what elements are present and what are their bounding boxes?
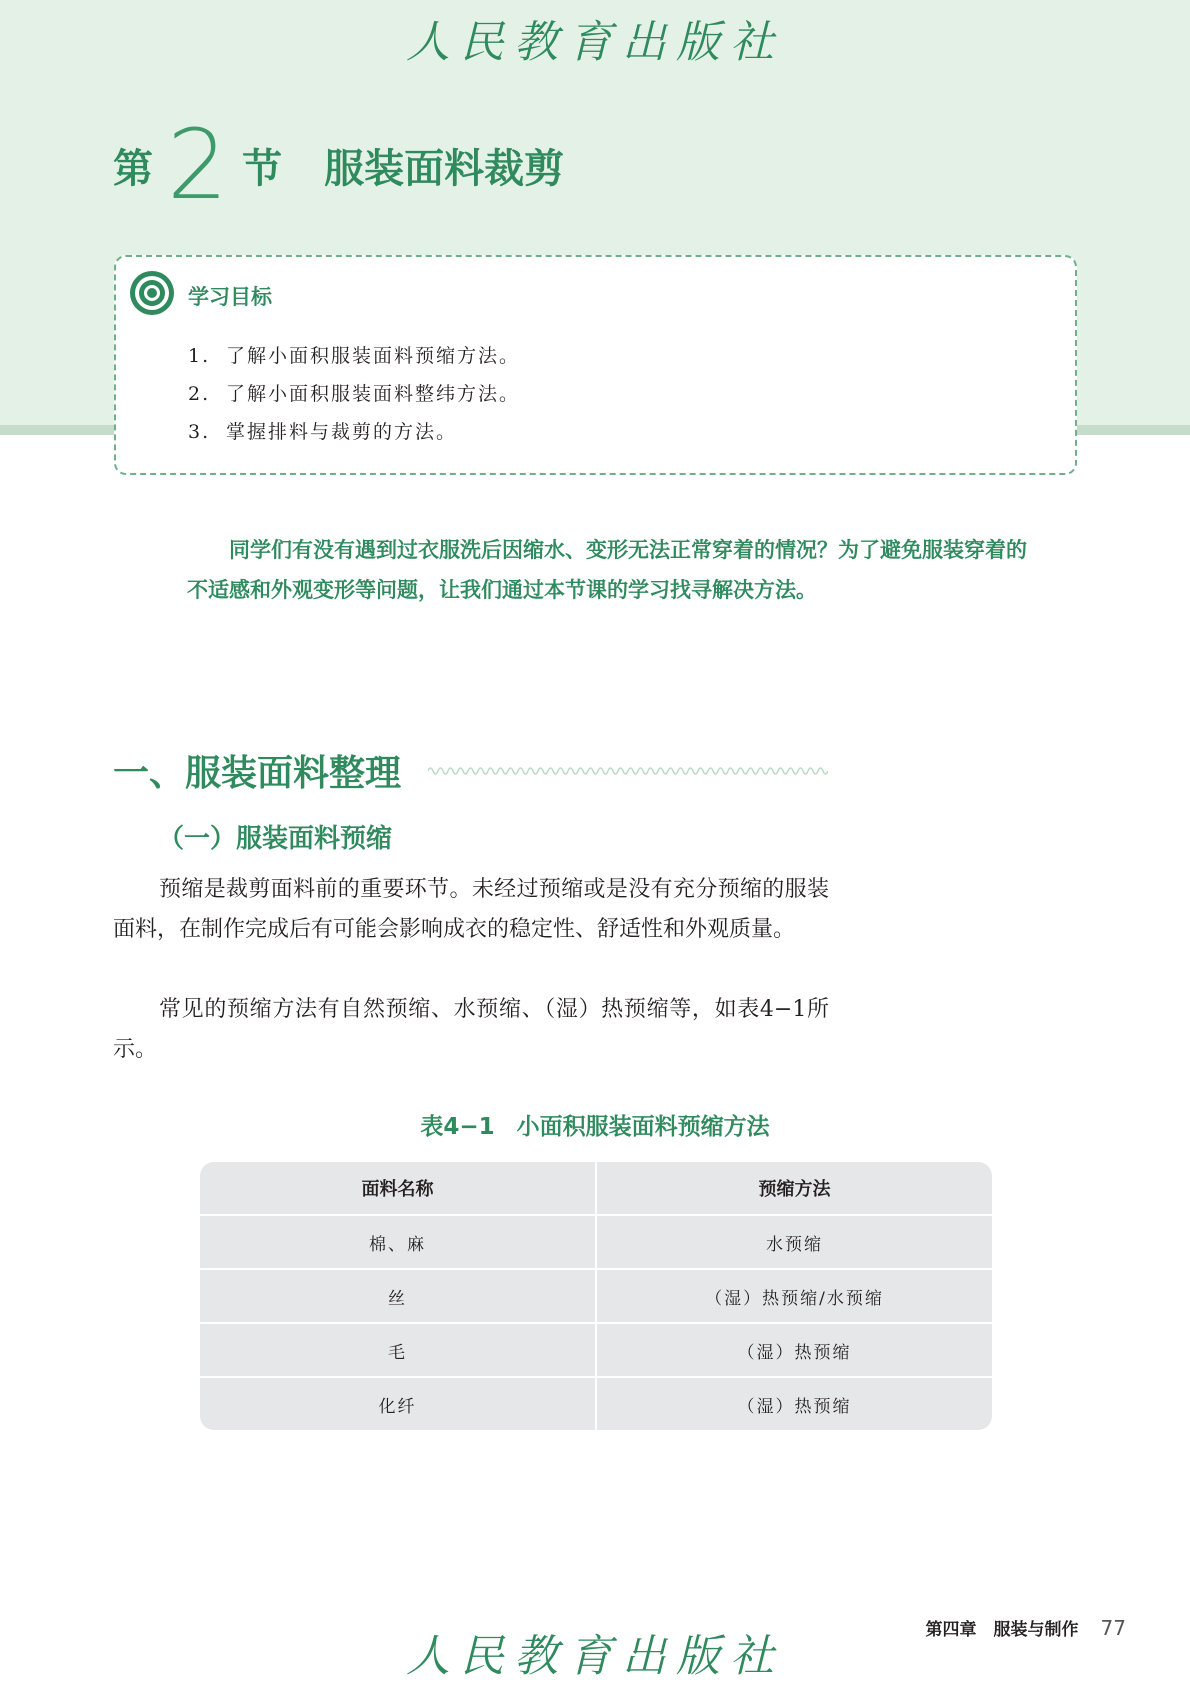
table-cell: 毛 bbox=[200, 1324, 597, 1376]
table-row bbox=[200, 1270, 992, 1324]
body-paragraph: 预缩是裁剪面料前的重要环节。未经过预缩或是没有充分预缩的服装面料，在制作完成后有可能会影响成衣的稳定性、舒适性和外观质量。 bbox=[113, 877, 829, 942]
table-cell: 丝 bbox=[200, 1270, 597, 1322]
publisher-logo-top: 人民教育出版社 bbox=[406, 17, 784, 68]
table-row bbox=[200, 1216, 992, 1270]
body-paragraph: 常见的预缩方法有自然预缩、水预缩、（湿）热预缩等，如表4−1所示。 bbox=[113, 997, 829, 1062]
section-title bbox=[113, 109, 565, 221]
table-cell: 棉、麻 bbox=[200, 1216, 597, 1268]
table-row bbox=[200, 1324, 992, 1378]
objective-text: 了解小面积服装面料预缩方法。 bbox=[226, 345, 521, 367]
objective-item bbox=[188, 375, 520, 413]
table-cell: （湿）热预缩 bbox=[737, 1342, 852, 1363]
objectives-title: 学习目标 bbox=[188, 285, 272, 309]
section-name: 服装面料裁剪 bbox=[324, 145, 565, 192]
table-header-cell: 预缩方法 bbox=[758, 1179, 831, 1200]
objective-item bbox=[188, 337, 520, 375]
table-cell: （湿）热预缩 bbox=[737, 1396, 852, 1417]
table-caption-number: 表4−1 bbox=[420, 1114, 495, 1140]
decorative-wave-line bbox=[428, 765, 828, 777]
table-cell: 水预缩 bbox=[766, 1234, 823, 1255]
heading-level-1: 一、服装面料整理 bbox=[113, 753, 402, 794]
objective-text: 了解小面积服装面料整纬方法。 bbox=[226, 383, 521, 405]
table-cell: 化纤 bbox=[200, 1378, 597, 1430]
objective-number: 2. bbox=[188, 383, 211, 405]
page-number: 77 bbox=[1100, 1615, 1126, 1640]
table-caption bbox=[0, 1108, 1190, 1141]
table-caption-title: 小面积服装面料预缩方法 bbox=[516, 1114, 770, 1140]
footer-chapter: 第四章 服装与制作 bbox=[925, 1620, 1079, 1640]
table-cell: （湿）热预缩/水预缩 bbox=[705, 1288, 884, 1309]
table-row bbox=[200, 1378, 992, 1430]
objectives-list bbox=[188, 337, 520, 451]
publisher-logo-bottom: 人民教育出版社 bbox=[406, 1631, 784, 1682]
learning-objectives-box bbox=[114, 255, 1077, 475]
table-header-row bbox=[200, 1162, 992, 1216]
section-suffix: 节 bbox=[242, 145, 283, 192]
objective-number: 3. bbox=[188, 421, 211, 443]
objective-item bbox=[188, 413, 520, 451]
objective-number: 1. bbox=[188, 345, 211, 367]
shrink-methods-table bbox=[200, 1162, 992, 1430]
heading-level-2: （一）服装面料预缩 bbox=[158, 824, 393, 854]
intro-text: 同学们有没有遇到过衣服洗后因缩水、变形无法正常穿着的情况？为了避免服装穿着的不适感和外观变形等问题，让我们通过本节课的学习找寻解决方法。 bbox=[187, 538, 1027, 602]
table-header-cell: 面料名称 bbox=[200, 1162, 597, 1214]
objective-text: 掌握排料与裁剪的方法。 bbox=[226, 421, 458, 443]
section-number: 2 bbox=[167, 109, 229, 221]
target-icon bbox=[128, 269, 176, 317]
section-prefix: 第 bbox=[113, 145, 153, 192]
